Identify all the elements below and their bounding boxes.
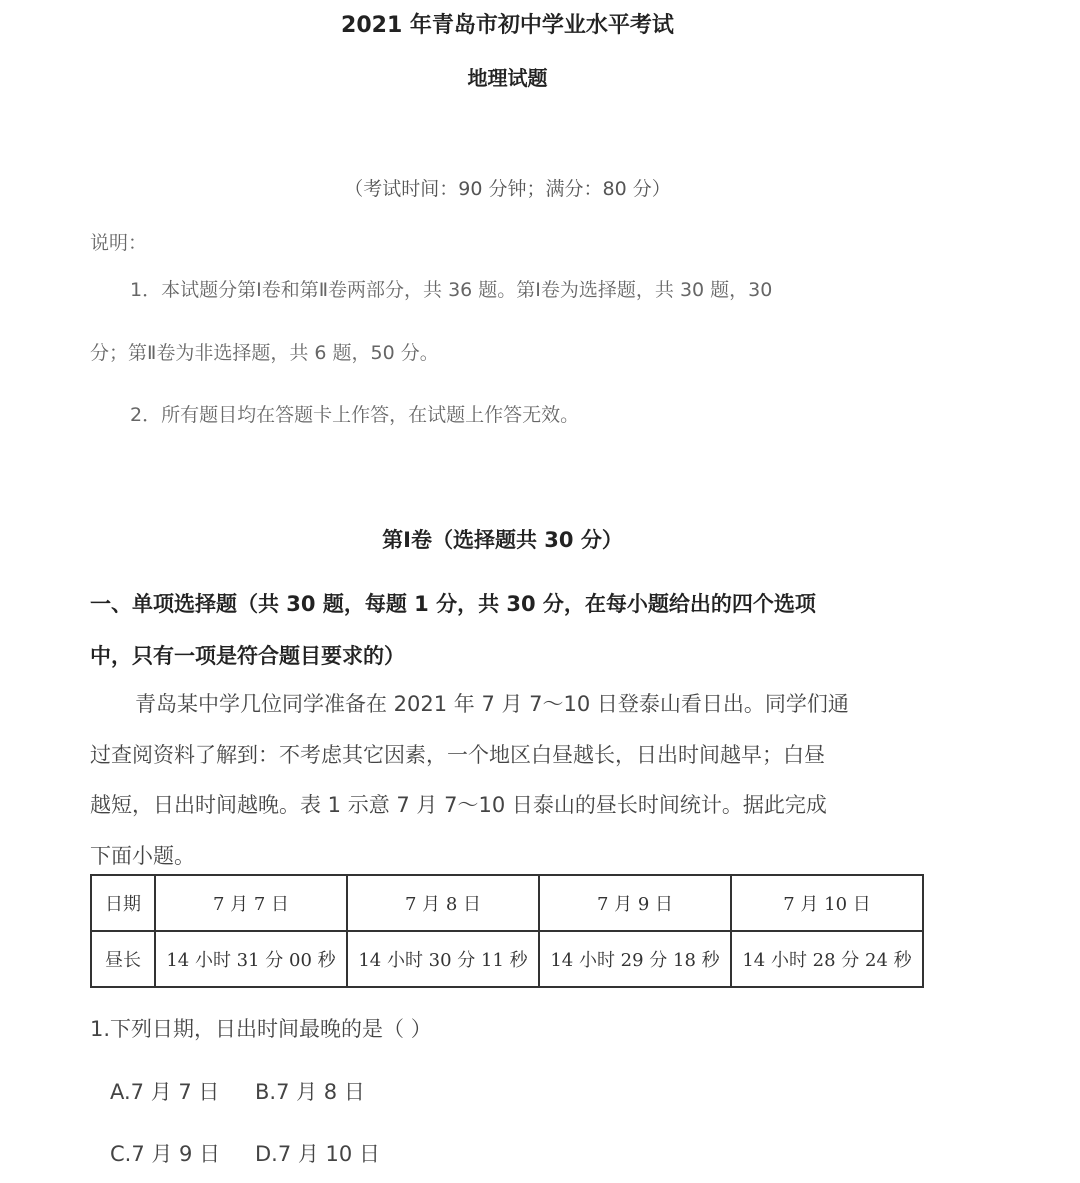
question-1-stem: 1.下列日期，日出时间最晚的是（ ）	[90, 1017, 432, 1041]
table-cell: 14 小时 29 分 18 秒	[539, 931, 731, 987]
table-cell: 7 月 7 日	[155, 875, 347, 931]
passage-line-2: 过查阅资料了解到：不考虑其它因素，一个地区白昼越长，日出时间越早；白昼	[90, 743, 825, 767]
table-cell: 14 小时 31 分 00 秒	[155, 931, 347, 987]
exam-subtitle: 地理试题	[467, 66, 548, 90]
passage-line-3: 越短，日出时间越晚。表 1 示意 7 月 7～10 日泰山的昼长时间统计。据此完成	[90, 793, 827, 817]
table-cell: 14 小时 30 分 11 秒	[347, 931, 539, 987]
table-row	[91, 875, 923, 931]
exam-title: 2021 年青岛市初中学业水平考试	[341, 13, 674, 38]
option-a: A.7 月 7 日	[110, 1080, 220, 1104]
passage-line-4: 下面小题。	[90, 844, 195, 868]
note-item-1-line-1: 1．本试题分第Ⅰ卷和第Ⅱ卷两部分，共 36 题。第Ⅰ卷为选择题，共 30 题，30	[130, 279, 773, 301]
section-heading-line-1: 一、单项选择题（共 30 题，每题 1 分，共 30 分，在每小题给出的四个选项	[90, 592, 816, 616]
option-c: C.7 月 9 日	[110, 1142, 221, 1166]
daylength-table	[90, 874, 924, 988]
option-b: B.7 月 8 日	[255, 1080, 365, 1104]
exam-info: （考试时间：90 分钟；满分：80 分）	[344, 178, 671, 200]
section-title: 第Ⅰ卷（选择题共 30 分）	[382, 528, 623, 552]
table-cell: 7 月 10 日	[731, 875, 923, 931]
note-item-2: 2．所有题目均在答题卡上作答，在试题上作答无效。	[130, 404, 580, 426]
table-cell: 14 小时 28 分 24 秒	[731, 931, 923, 987]
option-d: D.7 月 10 日	[255, 1142, 380, 1166]
table-cell: 7 月 8 日	[347, 875, 539, 931]
passage-line-1: 青岛某中学几位同学准备在 2021 年 7 月 7～10 日登泰山看日出。同学们通	[135, 692, 849, 716]
notes-label: 说明：	[90, 232, 148, 254]
table-cell: 7 月 9 日	[539, 875, 731, 931]
section-heading-line-2: 中，只有一项是符合题目要求的）	[90, 644, 405, 668]
table-cell: 日期	[91, 875, 155, 931]
table-cell: 昼长	[91, 931, 155, 987]
note-item-1-line-2: 分；第Ⅱ卷为非选择题，共 6 题，50 分。	[90, 342, 439, 364]
table-row	[91, 931, 923, 987]
